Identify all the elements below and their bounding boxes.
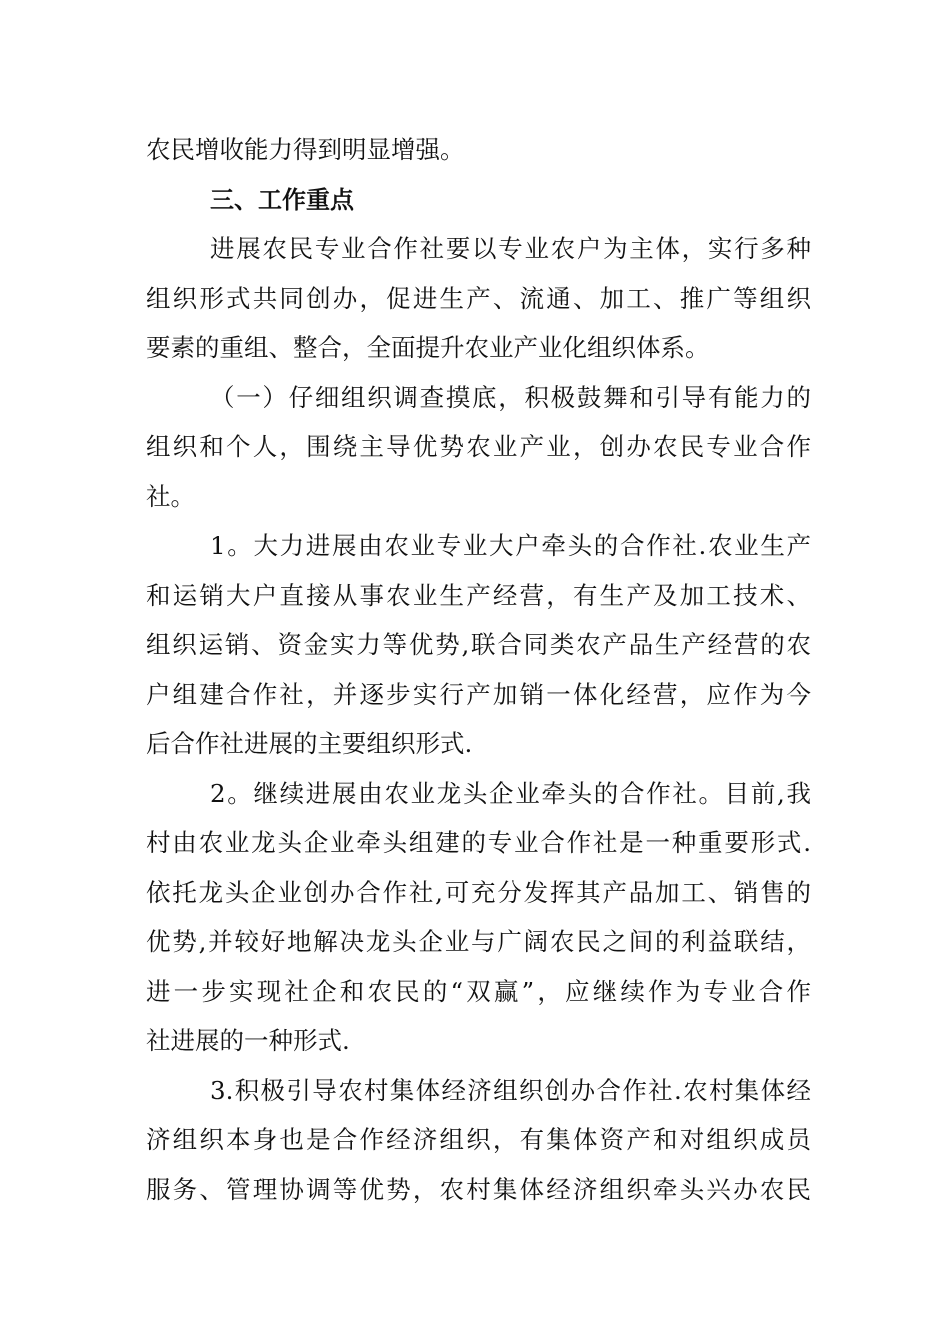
paragraph-line: 要素的重组、整合，全面提升农业产业化组织体系。 [146, 333, 710, 362]
section-heading: 三、工作重点 [210, 186, 354, 214]
paragraph-line: 1。大力进展由农业专业大户牵头的合作社.农业生产 [210, 531, 811, 560]
paragraph-line: 2。继续进展由农业龙头企业牵头的合作社。目前,我 [210, 779, 811, 808]
paragraph-line: 济组织本身也是合作经济组织，有集体资产和对组织成员 [146, 1125, 811, 1154]
paragraph-line: 组织形式共同创办，促进生产、流通、加工、推广等组织 [146, 284, 811, 313]
paragraph-line: 和运销大户直接从事农业生产经营，有生产及加工技术、 [146, 581, 811, 610]
paragraph-line: 组织和个人，围绕主导优势农业产业，创办农民专业合作 [146, 432, 811, 461]
subsection-heading: （一）仔细组织调查摸底，积极鼓舞和引导有能力的 [210, 383, 811, 412]
paragraph-line: 组织运销、资金实力等优势,联合同类农产品生产经营的农 [146, 630, 811, 659]
paragraph-line: 社进展的一种形式. [146, 1026, 350, 1055]
paragraph-line: 进一步实现社企和农民的“双赢”，应继续作为专业合作 [146, 977, 811, 1006]
paragraph-line: 后合作社进展的主要组织形式. [146, 729, 473, 758]
paragraph-line: 进展农民专业合作社要以专业农户为主体，实行多种 [210, 234, 811, 263]
paragraph-line: 3.积极引导农村集体经济组织创办合作社.农村集体经 [210, 1076, 811, 1105]
paragraph-line: 户组建合作社，并逐步实行产加销一体化经营，应作为今 [146, 680, 811, 709]
paragraph-line: 社。 [146, 482, 195, 511]
paragraph-line: 村由农业龙头企业牵头组建的专业合作社是一种重要形式. [146, 828, 811, 857]
paragraph-line: 服务、管理协调等优势，农村集体经济组织牵头兴办农民 [146, 1175, 811, 1204]
paragraph-line: 依托龙头企业创办合作社,可充分发挥其产品加工、销售的 [146, 878, 811, 907]
paragraph-line: 优势,并较好地解决龙头企业与广阔农民之间的利益联结， [146, 927, 811, 956]
paragraph-line: 农民增收能力得到明显增强。 [146, 135, 465, 164]
